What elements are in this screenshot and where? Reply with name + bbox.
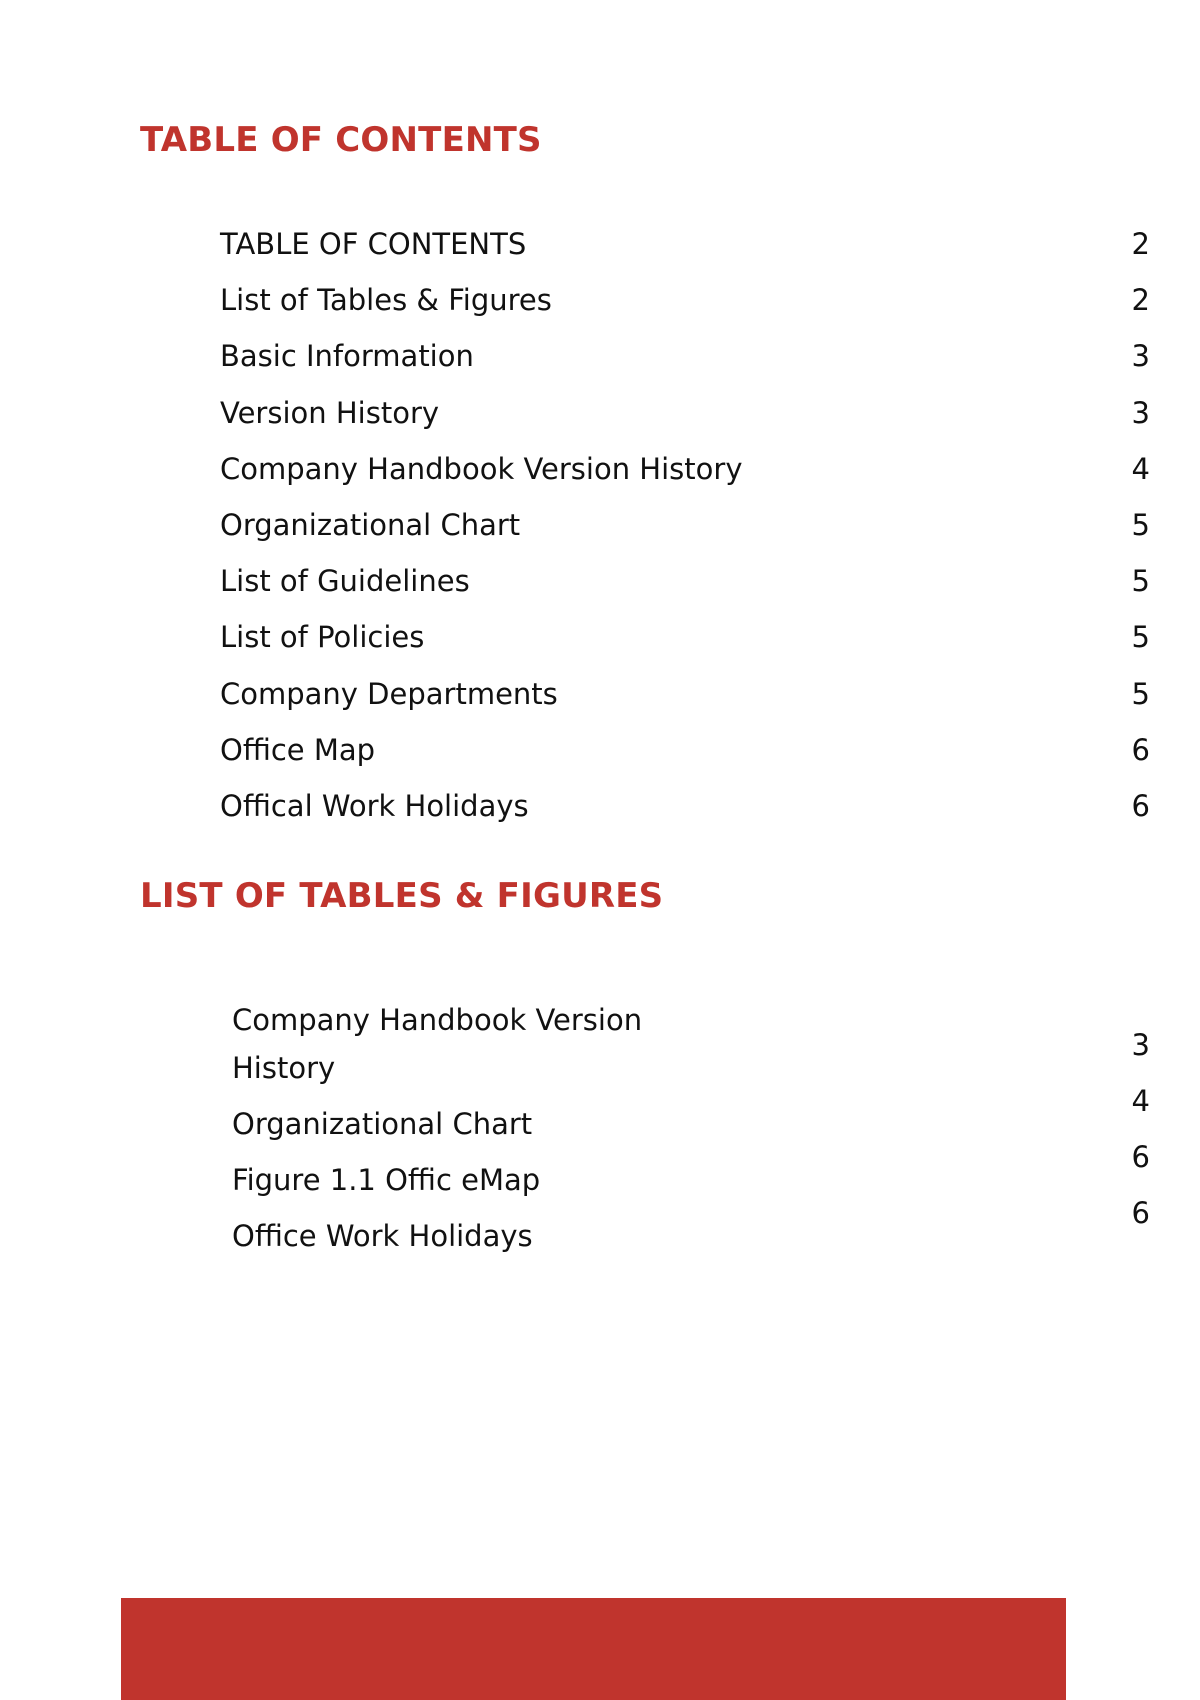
toc-entry-page: 5 — [1131, 508, 1150, 543]
toc-heading: TABLE OF CONTENTS — [140, 120, 542, 160]
toc-entry-office-map[interactable] — [220, 722, 1150, 778]
toc-list — [220, 216, 1150, 834]
toc-entry-page: 2 — [1131, 227, 1150, 262]
toc-entry-list-of-policies[interactable] — [220, 609, 1150, 665]
figure-entry-label[interactable]: Company Handbook Version History — [232, 1003, 643, 1085]
toc-entry-offical-work-holidays[interactable] — [220, 778, 1150, 834]
toc-entry-label: List of Tables & Figures — [220, 283, 552, 318]
toc-entry-page: 5 — [1131, 564, 1150, 599]
toc-entry-label: Organizational Chart — [220, 508, 521, 543]
toc-entry-version-history[interactable] — [220, 385, 1150, 441]
figures-heading: LIST OF TABLES & FIGURES — [140, 876, 664, 916]
toc-entry-page: 4 — [1131, 451, 1150, 486]
toc-entry-table-of-contents[interactable] — [220, 216, 1150, 272]
toc-entry-page: 6 — [1131, 732, 1150, 767]
toc-entry-page: 3 — [1131, 395, 1150, 430]
toc-entry-label: Company Handbook Version History — [220, 451, 743, 486]
footer-accent-band — [121, 1598, 1066, 1700]
figure-entry-page: 3 — [1131, 1028, 1150, 1062]
figure-entry-page: 4 — [1131, 1084, 1150, 1118]
toc-entry-basic-information[interactable] — [220, 328, 1150, 384]
figure-entry-label[interactable]: Organizational Chart — [232, 1107, 533, 1141]
toc-entry-page: 5 — [1131, 676, 1150, 711]
toc-entry-page: 5 — [1131, 620, 1150, 655]
toc-entry-list-of-tables-figures[interactable] — [220, 272, 1150, 328]
figures-page-list — [1070, 1017, 1150, 1241]
figures-label-list — [232, 996, 672, 1268]
toc-entry-label: Offical Work Holidays — [220, 788, 529, 823]
toc-entry-list-of-guidelines[interactable] — [220, 553, 1150, 609]
figure-entry-label[interactable]: Figure 1.1 Offic eMap — [232, 1163, 541, 1197]
toc-entry-organizational-chart[interactable] — [220, 497, 1150, 553]
toc-entry-label: TABLE OF CONTENTS — [220, 227, 527, 262]
toc-entry-page: 3 — [1131, 339, 1150, 374]
figure-entry-page: 6 — [1131, 1196, 1150, 1230]
toc-entry-label: Version History — [220, 395, 440, 430]
toc-entry-company-departments[interactable] — [220, 666, 1150, 722]
toc-entry-page: 6 — [1131, 788, 1150, 823]
toc-entry-label: List of Guidelines — [220, 564, 470, 599]
toc-entry-label: List of Policies — [220, 620, 425, 655]
toc-entry-company-handbook-version-history[interactable] — [220, 441, 1150, 497]
toc-entry-label: Company Departments — [220, 676, 558, 711]
toc-entry-page: 2 — [1131, 283, 1150, 318]
figure-entry-label[interactable]: Office Work Holidays — [232, 1219, 533, 1253]
figure-entry-page: 6 — [1131, 1140, 1150, 1174]
toc-entry-label: Office Map — [220, 732, 376, 767]
toc-entry-label: Basic Information — [220, 339, 474, 374]
